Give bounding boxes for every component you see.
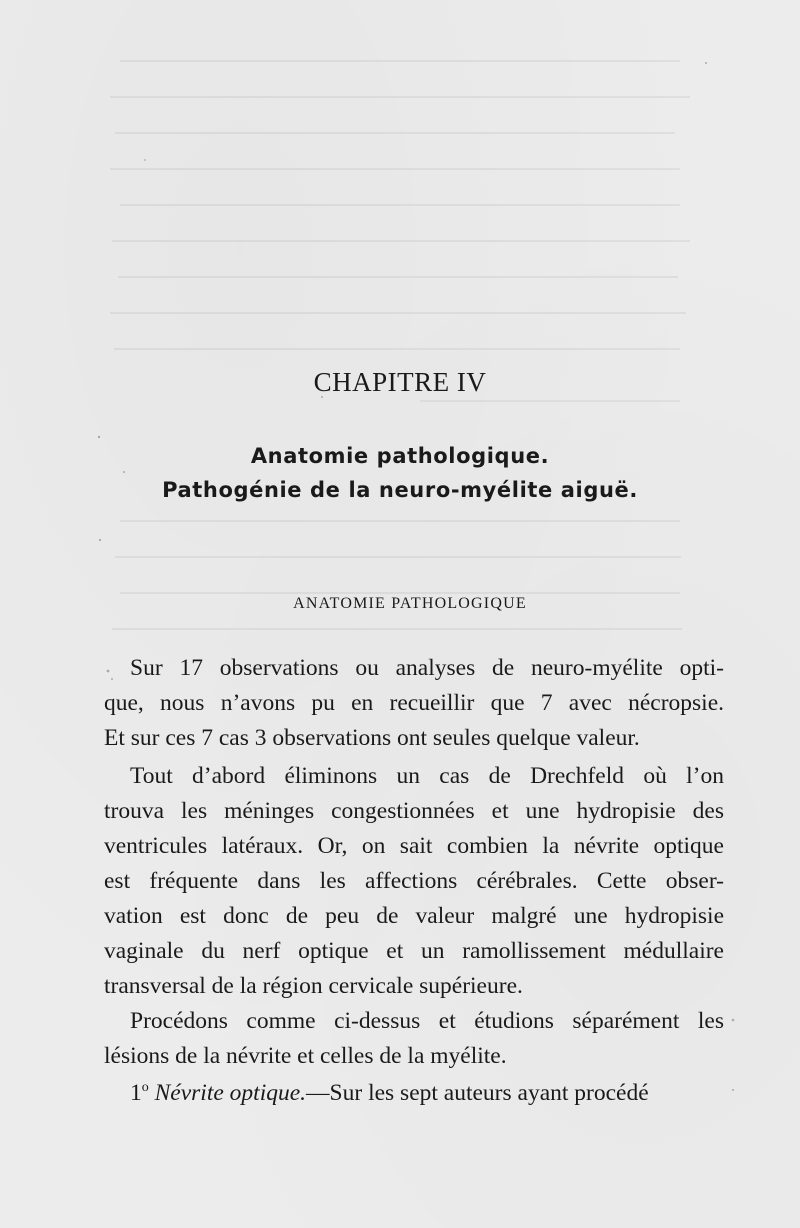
paragraph-line: Tout d’abord éliminons un cas de Drechfeld où l’on [130,763,724,789]
paragraph-line-subsection [130,1080,724,1107]
subsection-title: Névrite optique. [154,1080,307,1106]
paragraph-line: ventricules latéraux. Or, on sait combien la névrite optique [104,833,724,859]
chapter-heading: CHAPITRE IV [313,367,487,397]
subsection-text: Sur les sept auteurs ayant procédé [329,1080,649,1106]
paragraph-line: lésions de la névrite et celles de la myélite. [104,1043,507,1069]
paragraph-line: Et sur ces 7 cas 3 observations ont seules quelque valeur. [104,725,640,751]
subsection-number: 1 [130,1080,142,1106]
paragraph-line: trouva les méninges congestionnées et une hydropisie des [104,798,724,824]
paragraph-line: que, nous n’avons pu en recueillir que 7 avec nécropsie. [104,690,724,716]
paragraph-line: Sur 17 observations ou analyses de neuro-myélite opti- [130,655,724,681]
paragraph-line: vation est donc de peu de valeur malgré une hydropisie [104,903,724,929]
degree-sign: o [141,1080,149,1096]
chapter-subtitle-line-2: Pathogénie de la neuro-myélite aiguë. [162,478,638,502]
paragraph-line: transversal de la région cervicale supérieure. [104,973,523,999]
section-heading: ANATOMIE PATHOLOGIQUE [293,595,527,612]
chapter-subtitle-line-1: Anatomie pathologique. [250,444,550,468]
paragraph-line: Procédons comme ci-dessus et étudions séparément les [130,1008,724,1034]
em-dash: — [306,1080,330,1106]
paragraph-line: est fréquente dans les affections cérébrales. Cette obser- [104,868,724,894]
paragraph-line: vaginale du nerf optique et un ramollissement médullaire [104,938,724,964]
